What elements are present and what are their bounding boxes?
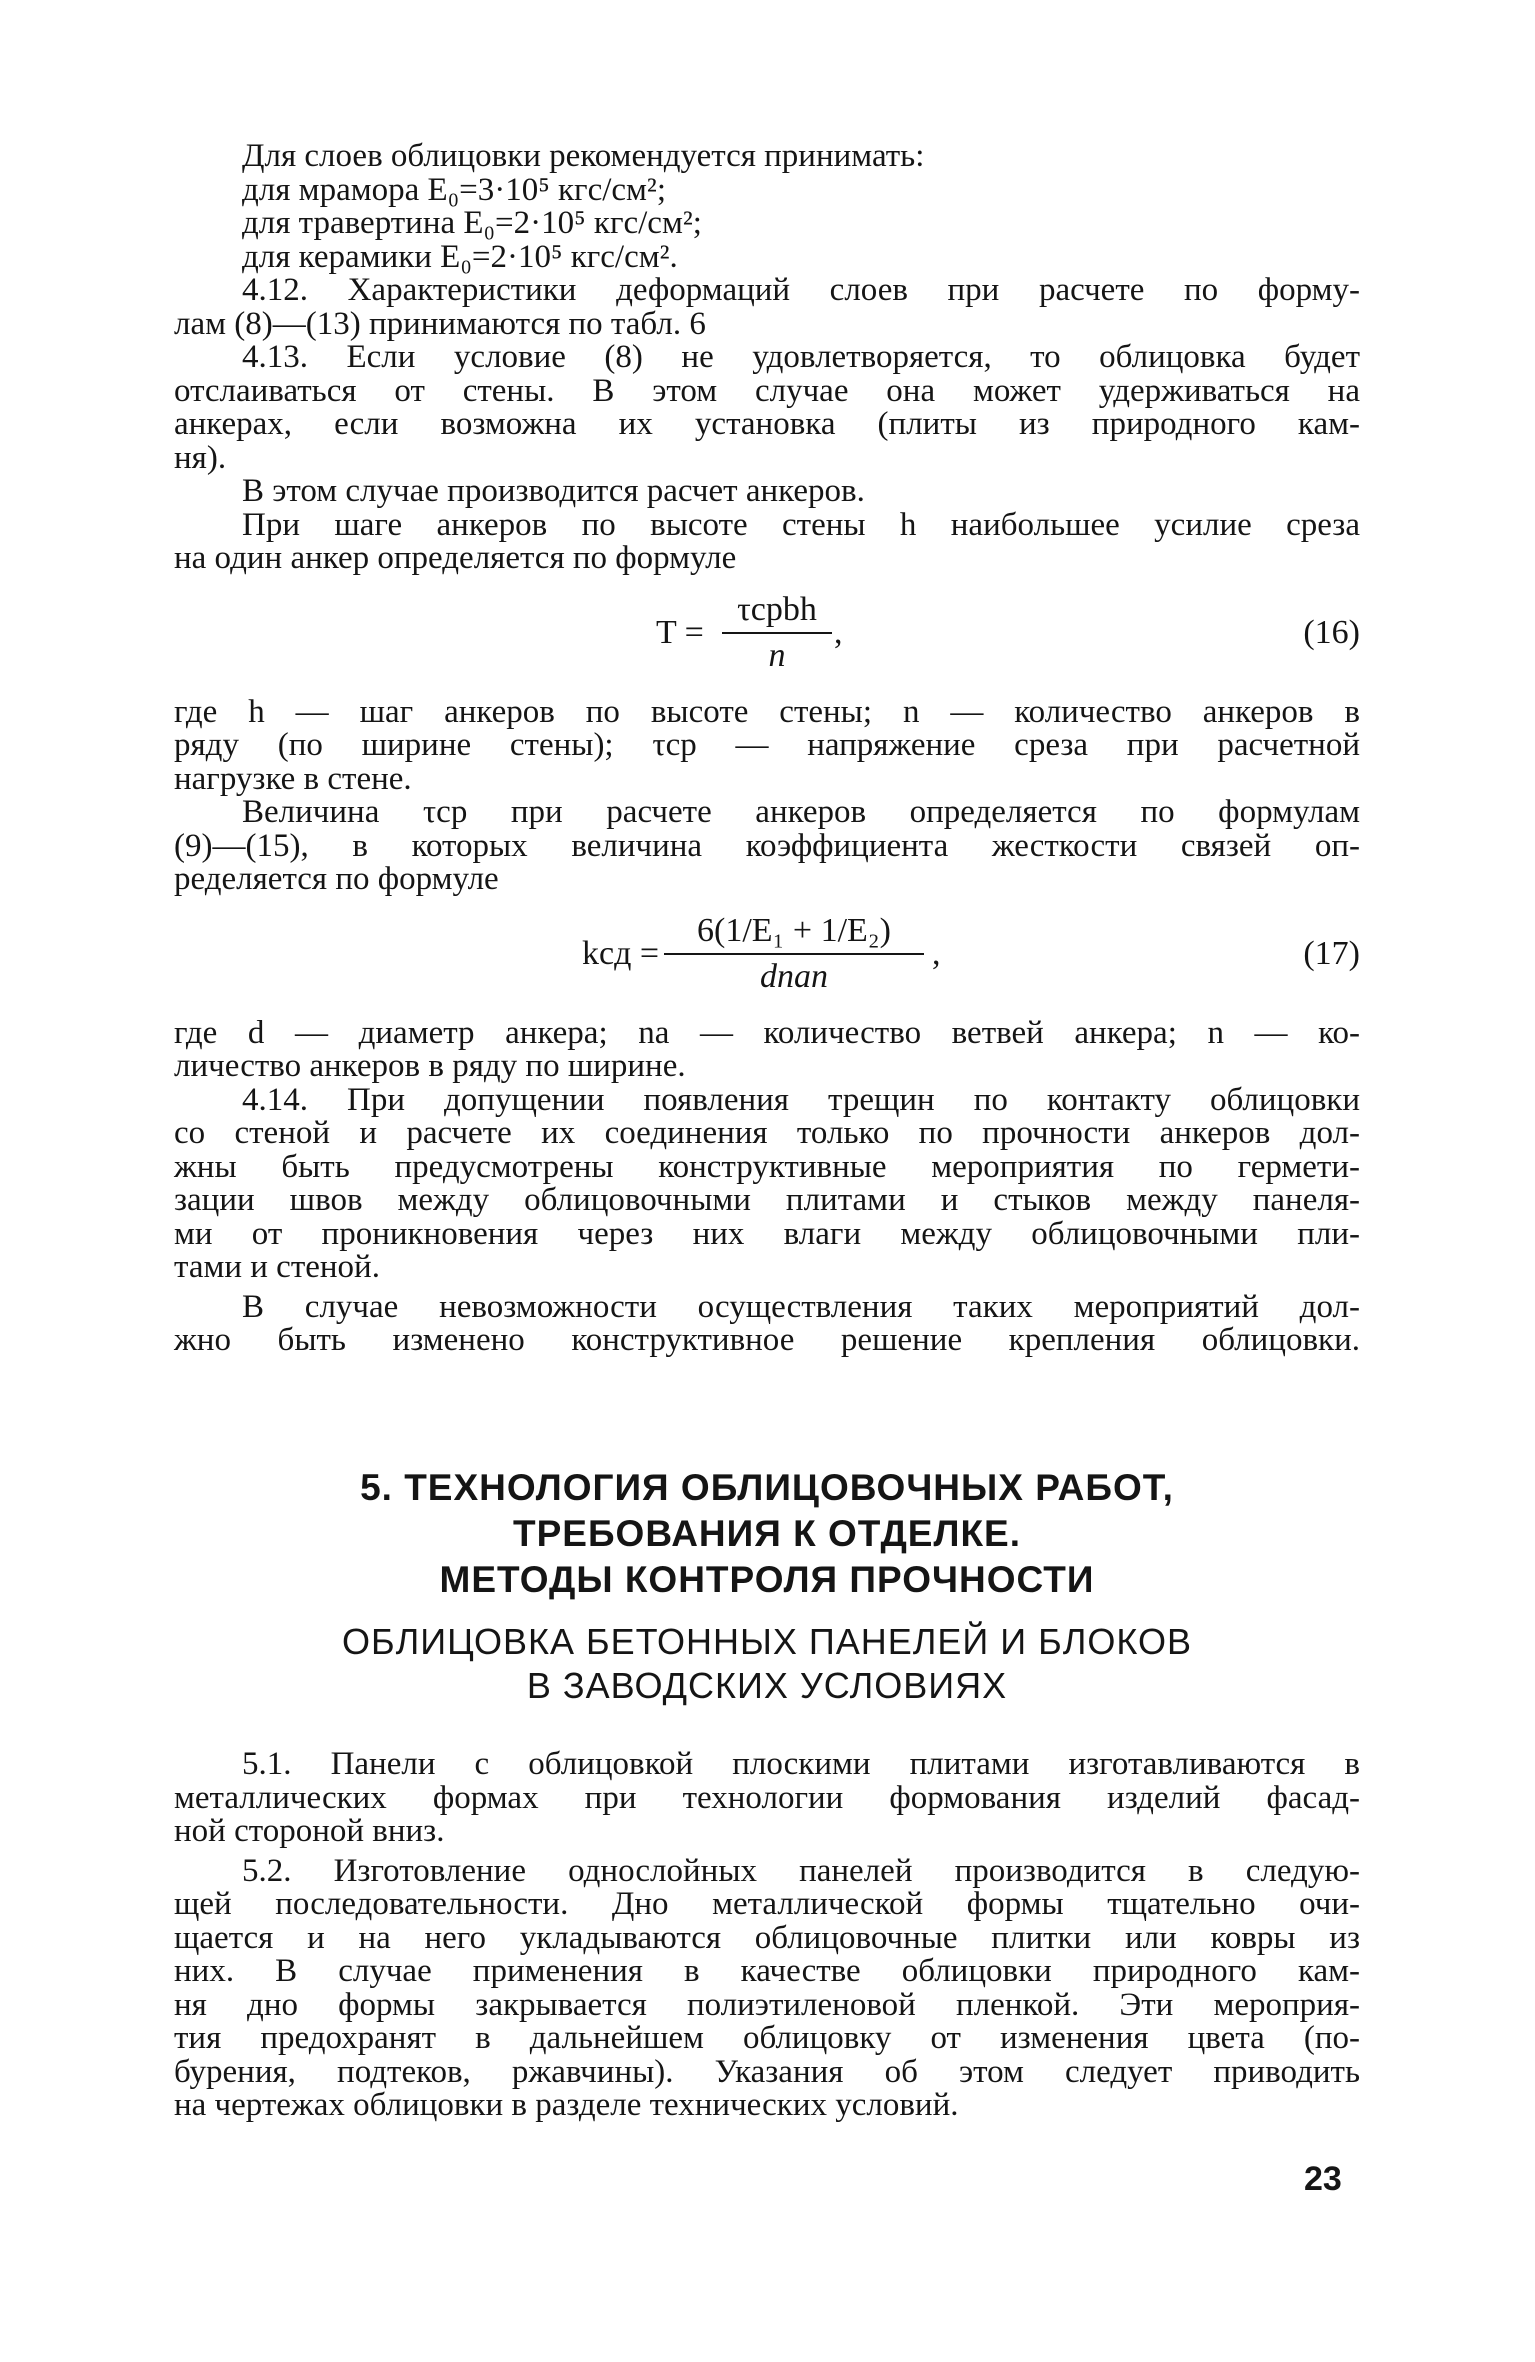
text-line: где d — диаметр анкера; nа — количество ветвей анкера; n — ко- bbox=[174, 1014, 1360, 1051]
formula-17-numerator: 6(1/E₁ + 1/E₂) bbox=[697, 911, 891, 949]
text-line: Для слоев облицовки рекомендуется принимать: bbox=[242, 138, 925, 174]
text-line: зации швов между облицовочными плитами и стыков между панеля- bbox=[174, 1182, 1360, 1218]
section-5-heading bbox=[174, 1465, 1360, 1603]
formula-17-denominator: dnаn bbox=[760, 957, 828, 995]
subsection-heading bbox=[174, 1620, 1360, 1708]
text-line: ми от проникновения через них влаги между облицовочными пли- bbox=[174, 1215, 1360, 1252]
formula-17-number: (17) bbox=[1303, 934, 1360, 972]
formula-17-lhs: kсд = bbox=[582, 934, 660, 972]
text-line: лам (8)—(13) принимаются по табл. 6 bbox=[174, 305, 706, 342]
formula-16 bbox=[174, 576, 1360, 696]
text-line: 5.1. Панели с облицовкой плоскими плитами изготавливаются в bbox=[242, 1746, 1360, 1782]
text-line: щей последовательности. Дно металлической формы тщательно очи- bbox=[174, 1886, 1360, 1922]
text-line: (9)—(15), в которых величина коэффициента жесткости связей оп- bbox=[174, 827, 1360, 864]
text-line: В случае невозможности осуществления таких мероприятий дол- bbox=[242, 1288, 1360, 1325]
text-line: жно быть изменено конструктивное решение крепления облицовки. bbox=[174, 1322, 1360, 1358]
text-line: ной стороной вниз. bbox=[174, 1813, 445, 1849]
text-line: В этом случае производится расчет анкеров. bbox=[242, 473, 865, 509]
fraction-bar bbox=[664, 953, 924, 955]
text-line: них. В случае применения в качестве облицовки природного кам- bbox=[174, 1953, 1360, 1989]
heading-line: 5. ТЕХНОЛОГИЯ ОБЛИЦОВОЧНЫХ РАБОТ, bbox=[360, 1467, 1174, 1508]
text-line: со стеной и расчете их соединения только по прочности анкеров дол- bbox=[174, 1115, 1360, 1151]
text-line: При шаге анкеров по высоте стены h наибольшее усилие среза bbox=[242, 506, 1360, 543]
formula-16-comma: , bbox=[834, 613, 843, 651]
text-line: отслаиваться от стены. В этом случае она может удерживаться на bbox=[174, 372, 1360, 409]
text-line: 4.12. Характеристики деформаций слоев при расчете по форму- bbox=[242, 272, 1360, 308]
section-4-text bbox=[174, 140, 1360, 1358]
heading-line: МЕТОДЫ КОНТРОЛЯ ПРОЧНОСТИ bbox=[439, 1559, 1095, 1600]
text-line: щается и на него укладываются облицовочные плитки или ковры из bbox=[174, 1919, 1360, 1956]
formula-16-number: (16) bbox=[1303, 613, 1360, 651]
text-line: тами и стеной. bbox=[174, 1249, 380, 1285]
text-line: 5.2. Изготовление однослойных панелей производится в следую- bbox=[242, 1852, 1360, 1889]
text-line: металлических формах при технологии формования изделий фасад- bbox=[174, 1779, 1360, 1816]
text-line: для керамики E₀=2·10⁵ кгс/см². bbox=[242, 238, 678, 275]
subheading-line: ОБЛИЦОВКА БЕТОННЫХ ПАНЕЛЕЙ И БЛОКОВ bbox=[342, 1621, 1192, 1662]
formula-16-denominator: n bbox=[768, 636, 786, 674]
text-line: на чертежах облицовки в разделе технических условий. bbox=[174, 2087, 959, 2123]
text-line: анкерах, если возможна их установка (плиты из природного кам- bbox=[174, 406, 1360, 442]
formula-16-lhs: T = bbox=[656, 613, 704, 651]
text-line: для травертина E₀=2·10⁵ кгс/см²; bbox=[242, 205, 702, 241]
text-line: 4.13. Если условие (8) не удовлетворяется, то облицовка будет bbox=[242, 339, 1360, 375]
heading-line: ТРЕБОВАНИЯ К ОТДЕЛКЕ. bbox=[513, 1513, 1021, 1554]
text-line: ределяется по формуле bbox=[174, 861, 499, 897]
text-line: на один анкер определяется по формуле bbox=[174, 540, 737, 576]
fraction-bar bbox=[722, 632, 832, 634]
text-line: бурения, подтеков, ржавчины). Указания об этом следует приводить bbox=[174, 2053, 1360, 2090]
formula-17-fraction bbox=[664, 911, 924, 997]
formula-16-fraction bbox=[722, 590, 832, 676]
text-line: жны быть предусмотрены конструктивные мероприятия по гермети- bbox=[174, 1148, 1360, 1185]
text-line: где h — шаг анкеров по высоте стены; n — количество анкеров в bbox=[174, 693, 1360, 730]
text-line: ряду (по ширине стены); τср — напряжение среза при расчетной bbox=[174, 727, 1360, 763]
formula-17 bbox=[174, 897, 1360, 1017]
formula-17-comma: , bbox=[932, 934, 941, 972]
text-line: Величина τср при расчете анкеров определяется по формулам bbox=[242, 794, 1360, 830]
text-line: ня дно формы закрывается полиэтиленовой пленкой. Эти мероприя- bbox=[174, 1986, 1360, 2023]
text-line: нагрузке в стене. bbox=[174, 760, 412, 797]
text-line: 4.14. При допущении появления трещин по контакту облицовки bbox=[242, 1081, 1360, 1118]
text-line: тия предохранят в дальнейшем облицовку от изменения цвета (по- bbox=[174, 2020, 1360, 2056]
text-line: для мрамора E₀=3·10⁵ кгс/см²; bbox=[242, 171, 666, 208]
formula-16-numerator: τсрbh bbox=[737, 590, 817, 628]
text-line: ня). bbox=[174, 439, 227, 476]
subheading-line: В ЗАВОДСКИХ УСЛОВИЯХ bbox=[526, 1665, 1008, 1706]
section-5-text bbox=[174, 1748, 1360, 2123]
text-line: личество анкеров в ряду по ширине. bbox=[174, 1048, 686, 1084]
page-number: 23 bbox=[1304, 2160, 1342, 2198]
